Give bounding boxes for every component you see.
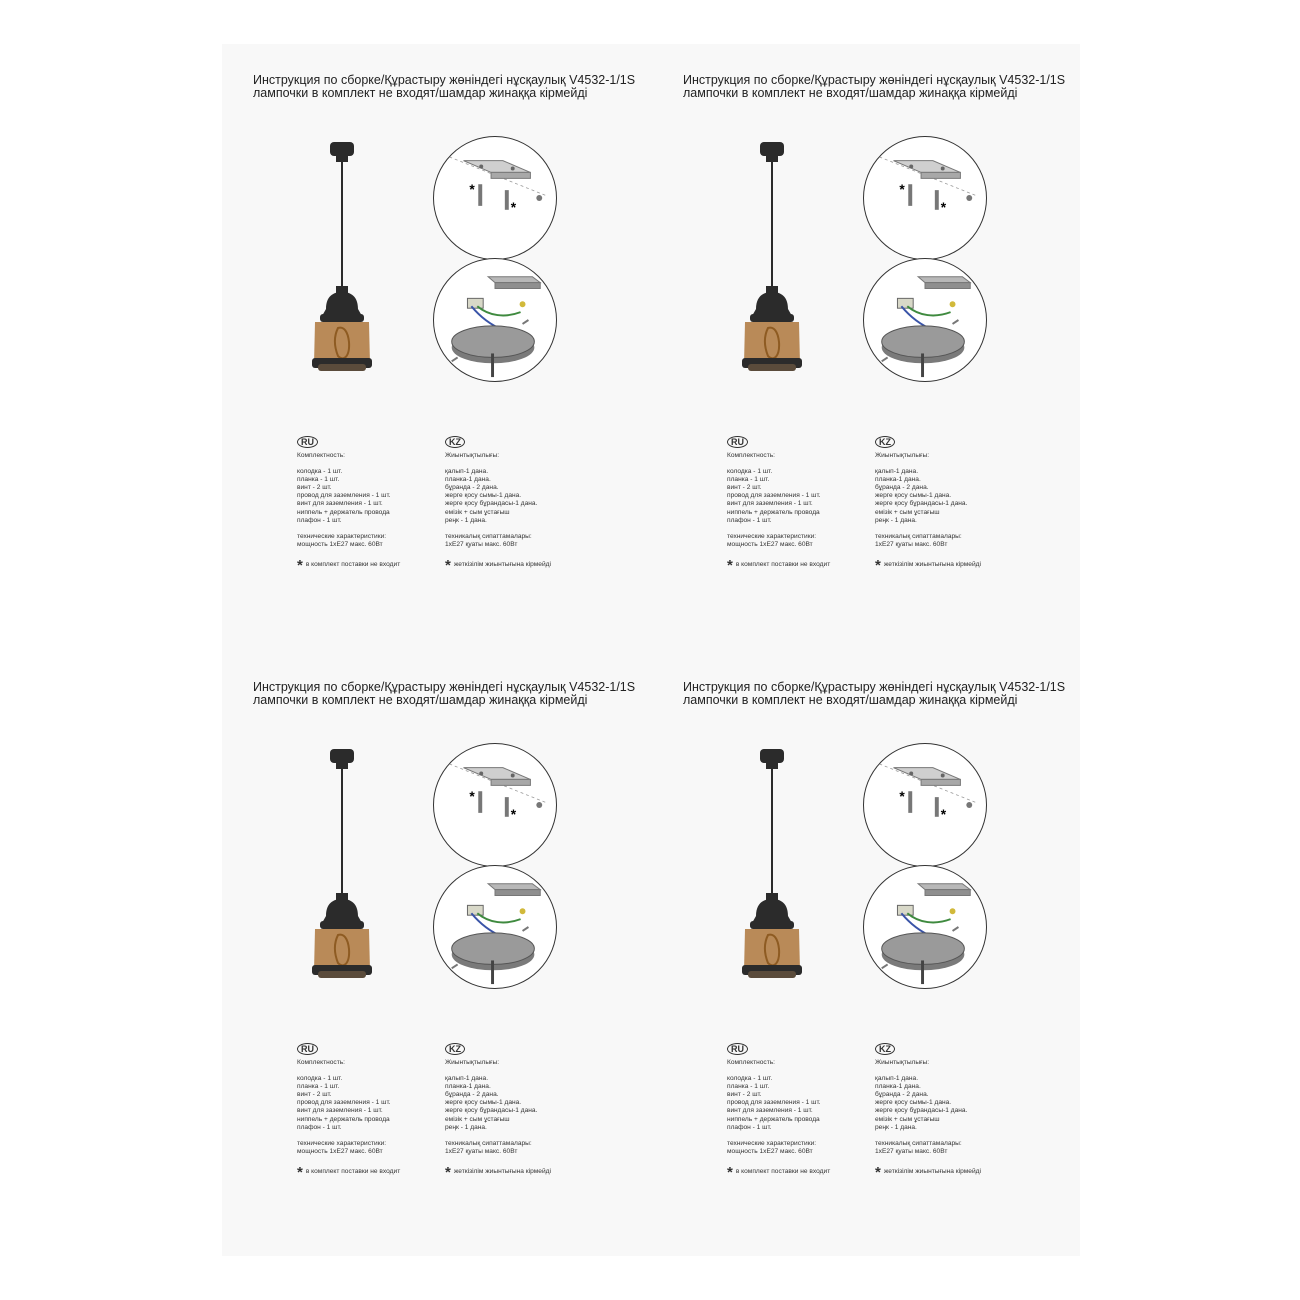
- kz-badge: KZ: [445, 1043, 465, 1055]
- spec-ru: [297, 436, 437, 574]
- kz-item: жерге қосу сымы-1 дана.: [875, 492, 952, 500]
- ru-tech-heading: технические характеристики:: [727, 1139, 817, 1147]
- kz-tech-heading: техникалық сипаттамалары:: [875, 532, 962, 540]
- spec-kz: [445, 436, 595, 574]
- kz-footnote: жеткізілім жиынтығына кірмейді: [453, 1167, 551, 1175]
- kz-item: жерге қосу бұрандасы-1 дана.: [445, 500, 538, 508]
- ru-tech-value: мощность 1хЕ27 макс. 60Вт: [727, 540, 813, 548]
- kz-badge: KZ: [445, 436, 465, 448]
- spec-ru: [727, 1043, 867, 1181]
- kz-item: жерге қосу бұрандасы-1 дана.: [445, 1107, 538, 1115]
- ru-item: колодка - 1 шт.: [727, 1075, 773, 1083]
- ru-item: ниппель + держатель провода: [727, 1115, 820, 1123]
- kz-item: жерге қосу бұрандасы-1 дана.: [875, 500, 968, 508]
- svg-text:*: *: [469, 789, 475, 805]
- ru-tech-value: мощность 1хЕ27 макс. 60Вт: [297, 540, 383, 548]
- asterisk-icon: *: [727, 556, 733, 574]
- kz-heading: Жиынтықтылығы:: [875, 452, 930, 459]
- ru-item: ниппель + держатель провода: [297, 508, 390, 516]
- ru-item: провод для заземления - 1 шт.: [727, 492, 821, 500]
- kz-item: планка-1 дана.: [875, 476, 921, 484]
- kz-item: реңк - 1 дана.: [445, 1123, 487, 1131]
- ru-heading: Комплектность:: [727, 452, 775, 459]
- wiring-canopy-icon: [863, 865, 987, 989]
- asterisk-icon: *: [445, 556, 451, 574]
- asterisk-icon: *: [297, 1163, 303, 1181]
- kz-heading: Жиынтықтылығы:: [875, 1059, 930, 1066]
- title-line-1: Инструкция по сборке/Құрастыру жөніндегі нұсқаулық V4532-1/1S: [683, 680, 1066, 694]
- svg-text:*: *: [940, 806, 947, 822]
- kz-item: емізік + сым ұстағыш: [875, 508, 940, 516]
- ru-item: провод для заземления - 1 шт.: [297, 1099, 391, 1107]
- wiring-canopy-icon: [433, 258, 557, 382]
- kz-item: реңк - 1 дана.: [875, 516, 917, 524]
- ru-item: плафон - 1 шт.: [297, 516, 342, 524]
- kz-item: бұранда - 2 дана.: [445, 484, 499, 492]
- wiring-canopy-icon: [433, 865, 557, 989]
- spec-ru: [727, 436, 867, 574]
- ru-item: планка - 1 шт.: [727, 476, 770, 484]
- title-line-2: лампочки в комплект не входят/шамдар жинаққа кірмейді: [253, 693, 588, 707]
- kz-item: планка-1 дана.: [875, 1083, 921, 1091]
- kz-tech-value: 1хЕ27 қуаты макс. 60Вт: [875, 1147, 948, 1155]
- kz-item: бұранда - 2 дана.: [445, 1091, 499, 1099]
- ru-item: винт - 2 шт.: [297, 1091, 332, 1099]
- ru-item: винт для заземления - 1 шт.: [727, 1107, 813, 1115]
- ru-tech-heading: технические характеристики:: [727, 532, 817, 540]
- instruction-panel: [222, 44, 642, 644]
- ru-item: ниппель + держатель провода: [727, 508, 820, 516]
- spec-kz: [445, 1043, 595, 1181]
- instruction-panel: [652, 44, 1072, 644]
- kz-item: планка-1 дана.: [445, 476, 491, 484]
- pendant-lamp-icon: [292, 741, 392, 1001]
- panel-title: [253, 681, 635, 707]
- kz-badge: KZ: [875, 436, 895, 448]
- svg-text:*: *: [940, 199, 947, 215]
- title-line-2: лампочки в комплект не входят/шамдар жинаққа кірмейді: [683, 86, 1018, 100]
- title-line-1: Инструкция по сборке/Құрастыру жөніндегі нұсқаулық V4532-1/1S: [683, 73, 1066, 87]
- pendant-lamp-icon: [722, 741, 822, 1001]
- mounting-bracket-icon: [433, 743, 557, 867]
- ru-item: колодка - 1 шт.: [297, 1075, 343, 1083]
- kz-heading: Жиынтықтылығы:: [445, 1059, 500, 1066]
- panel-title: [253, 74, 635, 100]
- instruction-panel: [222, 651, 642, 1251]
- kz-footnote: жеткізілім жиынтығына кірмейді: [883, 560, 981, 568]
- ru-badge: RU: [297, 1043, 318, 1055]
- kz-item: жерге қосу бұрандасы-1 дана.: [875, 1107, 968, 1115]
- ru-footnote: в комплект поставки не входит: [305, 1167, 401, 1175]
- kz-item: жерге қосу сымы-1 дана.: [875, 1099, 952, 1107]
- kz-footnote: жеткізілім жиынтығына кірмейді: [883, 1167, 981, 1175]
- ru-tech-heading: технические характеристики:: [297, 532, 387, 540]
- svg-text:*: *: [899, 182, 905, 198]
- kz-heading: Жиынтықтылығы:: [445, 452, 500, 459]
- kz-tech-value: 1хЕ27 қуаты макс. 60Вт: [445, 540, 518, 548]
- ru-tech-value: мощность 1хЕ27 макс. 60Вт: [727, 1147, 813, 1155]
- ru-tech-value: мощность 1хЕ27 макс. 60Вт: [297, 1147, 383, 1155]
- ru-item: плафон - 1 шт.: [297, 1123, 342, 1131]
- panel-title: [683, 681, 1065, 707]
- kz-tech-heading: техникалық сипаттамалары:: [875, 1139, 962, 1147]
- pendant-lamp-icon: [722, 134, 822, 394]
- ru-item: провод для заземления - 1 шт.: [727, 1099, 821, 1107]
- ru-item: плафон - 1 шт.: [727, 516, 772, 524]
- asterisk-icon: *: [727, 1163, 733, 1181]
- kz-item: жерге қосу сымы-1 дана.: [445, 1099, 522, 1107]
- ru-item: плафон - 1 шт.: [727, 1123, 772, 1131]
- instruction-panel: [652, 651, 1072, 1251]
- instruction-sheet: [222, 44, 1080, 1256]
- ru-item: планка - 1 шт.: [727, 1083, 770, 1091]
- ru-badge: RU: [727, 436, 748, 448]
- ru-footnote: в комплект поставки не входит: [735, 560, 831, 568]
- pendant-lamp-icon: [292, 134, 392, 394]
- ru-heading: Комплектность:: [297, 1059, 345, 1066]
- ru-item: винт для заземления - 1 шт.: [297, 1107, 383, 1115]
- ru-item: винт для заземления - 1 шт.: [727, 500, 813, 508]
- asterisk-icon: *: [297, 556, 303, 574]
- ru-item: колодка - 1 шт.: [297, 468, 343, 476]
- mounting-bracket-icon: [863, 743, 987, 867]
- kz-badge: KZ: [875, 1043, 895, 1055]
- ru-tech-heading: технические характеристики:: [297, 1139, 387, 1147]
- spec-kz: [875, 436, 1025, 574]
- kz-item: қалып-1 дана.: [875, 1075, 919, 1083]
- ru-item: винт - 2 шт.: [297, 484, 332, 492]
- kz-tech-value: 1хЕ27 қуаты макс. 60Вт: [445, 1147, 518, 1155]
- mounting-bracket-icon: [863, 136, 987, 260]
- ru-footnote: в комплект поставки не входит: [305, 560, 401, 568]
- kz-item: жерге қосу сымы-1 дана.: [445, 492, 522, 500]
- spec-kz: [875, 1043, 1025, 1181]
- ru-item: ниппель + держатель провода: [297, 1115, 390, 1123]
- ru-item: винт для заземления - 1 шт.: [297, 500, 383, 508]
- mounting-bracket-icon: [433, 136, 557, 260]
- title-line-2: лампочки в комплект не входят/шамдар жинаққа кірмейді: [253, 86, 588, 100]
- panel-title: [683, 74, 1065, 100]
- kz-item: бұранда - 2 дана.: [875, 1091, 929, 1099]
- title-line-1: Инструкция по сборке/Құрастыру жөніндегі нұсқаулық V4532-1/1S: [253, 680, 636, 694]
- ru-badge: RU: [297, 436, 318, 448]
- svg-text:*: *: [899, 789, 905, 805]
- svg-text:*: *: [469, 182, 475, 198]
- ru-item: винт - 2 шт.: [727, 1091, 762, 1099]
- kz-item: реңк - 1 дана.: [445, 516, 487, 524]
- ru-item: планка - 1 шт.: [297, 1083, 340, 1091]
- ru-item: колодка - 1 шт.: [727, 468, 773, 476]
- svg-text:*: *: [510, 806, 517, 822]
- kz-item: қалып-1 дана.: [875, 468, 919, 476]
- kz-tech-value: 1хЕ27 қуаты макс. 60Вт: [875, 540, 948, 548]
- kz-tech-heading: техникалық сипаттамалары:: [445, 1139, 532, 1147]
- kz-item: планка-1 дана.: [445, 1083, 491, 1091]
- kz-item: реңк - 1 дана.: [875, 1123, 917, 1131]
- kz-tech-heading: техникалық сипаттамалары:: [445, 532, 532, 540]
- asterisk-icon: *: [445, 1163, 451, 1181]
- ru-item: планка - 1 шт.: [297, 476, 340, 484]
- ru-heading: Комплектность:: [727, 1059, 775, 1066]
- wiring-canopy-icon: [863, 258, 987, 382]
- ru-footnote: в комплект поставки не входит: [735, 1167, 831, 1175]
- svg-text:*: *: [510, 199, 517, 215]
- asterisk-icon: *: [875, 1163, 881, 1181]
- title-line-2: лампочки в комплект не входят/шамдар жинаққа кірмейді: [683, 693, 1018, 707]
- asterisk-icon: *: [875, 556, 881, 574]
- ru-item: провод для заземления - 1 шт.: [297, 492, 391, 500]
- kz-footnote: жеткізілім жиынтығына кірмейді: [453, 560, 551, 568]
- ru-heading: Комплектность:: [297, 452, 345, 459]
- kz-item: қалып-1 дана.: [445, 468, 489, 476]
- kz-item: емізік + сым ұстағыш: [445, 508, 510, 516]
- ru-badge: RU: [727, 1043, 748, 1055]
- kz-item: емізік + сым ұстағыш: [445, 1115, 510, 1123]
- kz-item: емізік + сым ұстағыш: [875, 1115, 940, 1123]
- title-line-1: Инструкция по сборке/Құрастыру жөніндегі нұсқаулық V4532-1/1S: [253, 73, 636, 87]
- kz-item: қалып-1 дана.: [445, 1075, 489, 1083]
- ru-item: винт - 2 шт.: [727, 484, 762, 492]
- kz-item: бұранда - 2 дана.: [875, 484, 929, 492]
- spec-ru: [297, 1043, 437, 1181]
